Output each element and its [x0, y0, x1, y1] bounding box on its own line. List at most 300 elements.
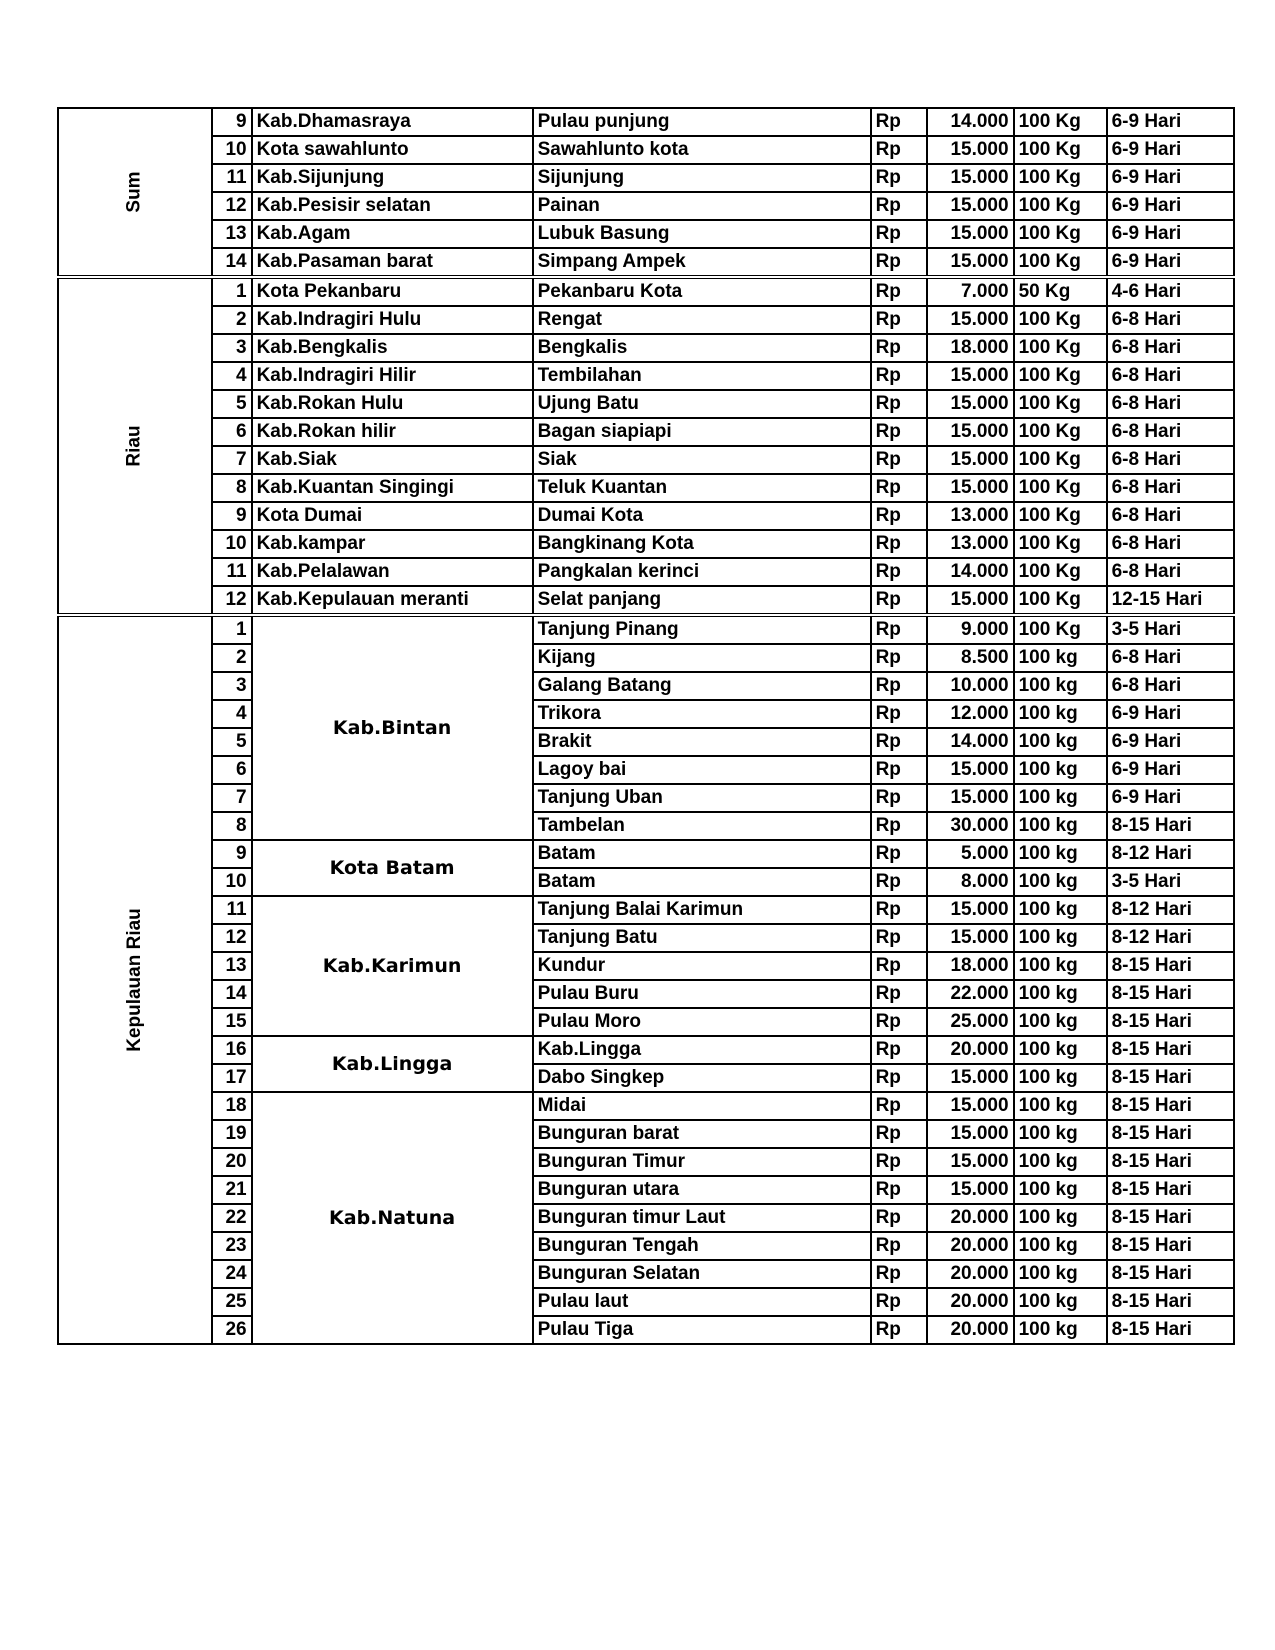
min-weight-cell: 100 kg — [1014, 672, 1107, 700]
currency-label: Rp — [871, 586, 927, 615]
currency-label: Rp — [871, 474, 927, 502]
min-weight-cell: 100 kg — [1014, 924, 1107, 952]
currency-label: Rp — [871, 1036, 927, 1064]
price-cell: 15.000 — [927, 136, 1014, 164]
delivery-time-cell: 6-8 Hari — [1107, 558, 1234, 586]
destination-cell: Lagoy bai — [533, 756, 871, 784]
delivery-time-cell: 8-12 Hari — [1107, 924, 1234, 952]
currency-label: Rp — [871, 1008, 927, 1036]
price-cell: 15.000 — [927, 586, 1014, 615]
delivery-time-cell: 8-15 Hari — [1107, 1260, 1234, 1288]
delivery-time-cell: 8-15 Hari — [1107, 980, 1234, 1008]
kabupaten-cell: Kab.Pelalawan — [252, 558, 533, 586]
delivery-time-cell: 8-15 Hari — [1107, 1232, 1234, 1260]
row-number: 1 — [212, 615, 252, 644]
min-weight-cell: 100 Kg — [1014, 586, 1107, 615]
kabupaten-cell: Kab.Pesisir selatan — [252, 192, 533, 220]
destination-cell: Teluk Kuantan — [533, 474, 871, 502]
row-number: 10 — [212, 868, 252, 896]
price-cell: 30.000 — [927, 812, 1014, 840]
kabupaten-group-cell: Kab.Natuna — [252, 1092, 533, 1344]
delivery-time-cell: 6-9 Hari — [1107, 700, 1234, 728]
currency-label: Rp — [871, 896, 927, 924]
table-row — [58, 220, 1234, 248]
row-number: 7 — [212, 784, 252, 812]
min-weight-cell: 100 kg — [1014, 644, 1107, 672]
destination-cell: Tanjung Pinang — [533, 615, 871, 644]
destination-cell: Tanjung Batu — [533, 924, 871, 952]
currency-label: Rp — [871, 756, 927, 784]
currency-label: Rp — [871, 108, 927, 136]
row-number: 12 — [212, 586, 252, 615]
table-row — [58, 306, 1234, 334]
delivery-time-cell: 6-8 Hari — [1107, 390, 1234, 418]
kabupaten-cell: Kab.Bengkalis — [252, 334, 533, 362]
kabupaten-cell: Kota Dumai — [252, 502, 533, 530]
price-cell: 15.000 — [927, 924, 1014, 952]
table-row — [58, 896, 1234, 924]
delivery-time-cell: 6-8 Hari — [1107, 474, 1234, 502]
row-number: 4 — [212, 362, 252, 390]
kabupaten-cell: Kab.kampar — [252, 530, 533, 558]
table-row — [58, 1232, 1234, 1260]
delivery-time-cell: 6-9 Hari — [1107, 728, 1234, 756]
table-row — [58, 390, 1234, 418]
price-cell: 5.000 — [927, 840, 1014, 868]
table-row — [58, 672, 1234, 700]
delivery-time-cell: 6-9 Hari — [1107, 136, 1234, 164]
price-cell: 8.500 — [927, 644, 1014, 672]
delivery-time-cell: 6-8 Hari — [1107, 306, 1234, 334]
destination-cell: Dumai Kota — [533, 502, 871, 530]
kabupaten-cell: Kab.Kuantan Singingi — [252, 474, 533, 502]
min-weight-cell: 100 kg — [1014, 784, 1107, 812]
table-row — [58, 1092, 1234, 1120]
destination-cell: Pulau Tiga — [533, 1316, 871, 1344]
min-weight-cell: 100 kg — [1014, 812, 1107, 840]
row-number: 3 — [212, 672, 252, 700]
row-number: 14 — [212, 248, 252, 277]
delivery-time-cell: 8-15 Hari — [1107, 952, 1234, 980]
currency-label: Rp — [871, 1120, 927, 1148]
min-weight-cell: 100 kg — [1014, 868, 1107, 896]
min-weight-cell: 100 Kg — [1014, 390, 1107, 418]
row-number: 13 — [212, 952, 252, 980]
min-weight-cell: 100 kg — [1014, 1092, 1107, 1120]
row-number: 8 — [212, 812, 252, 840]
row-number: 14 — [212, 980, 252, 1008]
table-row — [58, 728, 1234, 756]
price-cell: 25.000 — [927, 1008, 1014, 1036]
currency-label: Rp — [871, 1260, 927, 1288]
min-weight-cell: 100 Kg — [1014, 502, 1107, 530]
delivery-time-cell: 6-9 Hari — [1107, 220, 1234, 248]
destination-cell: Pulau laut — [533, 1288, 871, 1316]
table-row — [58, 558, 1234, 586]
kabupaten-cell: Kab.Siak — [252, 446, 533, 474]
destination-cell: Tanjung Uban — [533, 784, 871, 812]
delivery-time-cell: 8-15 Hari — [1107, 812, 1234, 840]
currency-label: Rp — [871, 1064, 927, 1092]
destination-cell: Bunguran Selatan — [533, 1260, 871, 1288]
row-number: 17 — [212, 1064, 252, 1092]
min-weight-cell: 100 Kg — [1014, 530, 1107, 558]
delivery-time-cell: 6-9 Hari — [1107, 248, 1234, 277]
table-row — [58, 924, 1234, 952]
price-cell: 22.000 — [927, 980, 1014, 1008]
price-cell: 15.000 — [927, 896, 1014, 924]
currency-label: Rp — [871, 390, 927, 418]
currency-label: Rp — [871, 220, 927, 248]
table-row — [58, 1204, 1234, 1232]
min-weight-cell: 100 kg — [1014, 1148, 1107, 1176]
delivery-time-cell: 8-12 Hari — [1107, 840, 1234, 868]
min-weight-cell: 100 Kg — [1014, 306, 1107, 334]
row-number: 18 — [212, 1092, 252, 1120]
destination-cell: Pulau punjung — [533, 108, 871, 136]
table-row — [58, 446, 1234, 474]
min-weight-cell: 100 kg — [1014, 1064, 1107, 1092]
row-number: 8 — [212, 474, 252, 502]
price-cell: 15.000 — [927, 474, 1014, 502]
destination-cell: Kundur — [533, 952, 871, 980]
delivery-time-cell: 6-8 Hari — [1107, 644, 1234, 672]
table-row — [58, 502, 1234, 530]
currency-label: Rp — [871, 558, 927, 586]
currency-label: Rp — [871, 980, 927, 1008]
currency-label: Rp — [871, 812, 927, 840]
min-weight-cell: 100 Kg — [1014, 474, 1107, 502]
row-number: 20 — [212, 1148, 252, 1176]
currency-label: Rp — [871, 362, 927, 390]
delivery-time-cell: 3-5 Hari — [1107, 615, 1234, 644]
delivery-time-cell: 6-9 Hari — [1107, 108, 1234, 136]
destination-cell: Bangkinang Kota — [533, 530, 871, 558]
row-number: 4 — [212, 700, 252, 728]
table-row — [58, 136, 1234, 164]
destination-cell: Pulau Moro — [533, 1008, 871, 1036]
destination-cell: Batam — [533, 868, 871, 896]
destination-cell: Pulau Buru — [533, 980, 871, 1008]
table-row — [58, 952, 1234, 980]
price-cell: 15.000 — [927, 1148, 1014, 1176]
destination-cell: Bagan siapiapi — [533, 418, 871, 446]
min-weight-cell: 100 kg — [1014, 1232, 1107, 1260]
delivery-time-cell: 6-8 Hari — [1107, 502, 1234, 530]
price-cell: 8.000 — [927, 868, 1014, 896]
row-number: 11 — [212, 164, 252, 192]
price-cell: 20.000 — [927, 1036, 1014, 1064]
min-weight-cell: 100 Kg — [1014, 362, 1107, 390]
destination-cell: Galang Batang — [533, 672, 871, 700]
province-label: Sum — [123, 171, 145, 213]
currency-label: Rp — [871, 1232, 927, 1260]
delivery-time-cell: 8-15 Hari — [1107, 1316, 1234, 1344]
kabupaten-cell: Kab.Indragiri Hulu — [252, 306, 533, 334]
delivery-time-cell: 6-8 Hari — [1107, 418, 1234, 446]
currency-label: Rp — [871, 334, 927, 362]
price-cell: 12.000 — [927, 700, 1014, 728]
row-number: 19 — [212, 1120, 252, 1148]
row-number: 23 — [212, 1232, 252, 1260]
min-weight-cell: 100 Kg — [1014, 136, 1107, 164]
min-weight-cell: 100 kg — [1014, 1260, 1107, 1288]
currency-label: Rp — [871, 502, 927, 530]
table-row — [58, 334, 1234, 362]
min-weight-cell: 100 Kg — [1014, 334, 1107, 362]
province-cell — [58, 277, 212, 615]
destination-cell: Lubuk Basung — [533, 220, 871, 248]
table-row — [58, 700, 1234, 728]
kabupaten-cell: Kab.Kepulauan meranti — [252, 586, 533, 615]
destination-cell: Bunguran Tengah — [533, 1232, 871, 1260]
min-weight-cell: 100 Kg — [1014, 558, 1107, 586]
min-weight-cell: 100 kg — [1014, 896, 1107, 924]
destination-cell: Bengkalis — [533, 334, 871, 362]
kabupaten-cell: Kab.Pasaman barat — [252, 248, 533, 277]
min-weight-cell: 100 kg — [1014, 1316, 1107, 1344]
delivery-time-cell: 8-15 Hari — [1107, 1204, 1234, 1232]
destination-cell: Sijunjung — [533, 164, 871, 192]
delivery-time-cell: 8-15 Hari — [1107, 1288, 1234, 1316]
destination-cell: Tanjung Balai Karimun — [533, 896, 871, 924]
currency-label: Rp — [871, 136, 927, 164]
price-cell: 15.000 — [927, 756, 1014, 784]
currency-label: Rp — [871, 1176, 927, 1204]
price-cell: 7.000 — [927, 277, 1014, 306]
price-cell: 14.000 — [927, 728, 1014, 756]
row-number: 9 — [212, 108, 252, 136]
currency-label: Rp — [871, 1092, 927, 1120]
price-cell: 15.000 — [927, 1120, 1014, 1148]
min-weight-cell: 100 kg — [1014, 756, 1107, 784]
row-number: 1 — [212, 277, 252, 306]
price-cell: 15.000 — [927, 1092, 1014, 1120]
delivery-time-cell: 6-8 Hari — [1107, 672, 1234, 700]
table-body — [58, 108, 1234, 1344]
price-cell: 14.000 — [927, 108, 1014, 136]
min-weight-cell: 100 kg — [1014, 1176, 1107, 1204]
table-row — [58, 277, 1234, 306]
price-cell: 15.000 — [927, 446, 1014, 474]
price-cell: 20.000 — [927, 1232, 1014, 1260]
destination-cell: Midai — [533, 1092, 871, 1120]
row-number: 2 — [212, 644, 252, 672]
destination-cell: Selat panjang — [533, 586, 871, 615]
currency-label: Rp — [871, 530, 927, 558]
row-number: 15 — [212, 1008, 252, 1036]
currency-label: Rp — [871, 164, 927, 192]
destination-cell: Kab.Lingga — [533, 1036, 871, 1064]
destination-cell: Tambelan — [533, 812, 871, 840]
price-cell: 18.000 — [927, 334, 1014, 362]
min-weight-cell: 100 kg — [1014, 840, 1107, 868]
price-cell: 15.000 — [927, 192, 1014, 220]
destination-cell: Batam — [533, 840, 871, 868]
destination-cell: Simpang Ampek — [533, 248, 871, 277]
price-cell: 15.000 — [927, 306, 1014, 334]
price-cell: 13.000 — [927, 502, 1014, 530]
kabupaten-cell: Kab.Agam — [252, 220, 533, 248]
price-cell: 15.000 — [927, 390, 1014, 418]
price-cell: 20.000 — [927, 1316, 1014, 1344]
table-row — [58, 644, 1234, 672]
table-row — [58, 812, 1234, 840]
table-row — [58, 362, 1234, 390]
delivery-time-cell: 8-15 Hari — [1107, 1008, 1234, 1036]
currency-label: Rp — [871, 840, 927, 868]
price-cell: 14.000 — [927, 558, 1014, 586]
delivery-time-cell: 6-8 Hari — [1107, 530, 1234, 558]
min-weight-cell: 100 Kg — [1014, 446, 1107, 474]
province-cell — [58, 108, 212, 277]
row-number: 11 — [212, 558, 252, 586]
price-cell: 20.000 — [927, 1260, 1014, 1288]
currency-label: Rp — [871, 192, 927, 220]
table-row — [58, 1120, 1234, 1148]
province-label: Kepulauan Riau — [123, 908, 145, 1052]
min-weight-cell: 100 kg — [1014, 1120, 1107, 1148]
currency-label: Rp — [871, 644, 927, 672]
table-row — [58, 1008, 1234, 1036]
kabupaten-cell: Kota Pekanbaru — [252, 277, 533, 306]
kabupaten-cell: Kab.Indragiri Hilir — [252, 362, 533, 390]
row-number: 9 — [212, 502, 252, 530]
row-number: 6 — [212, 756, 252, 784]
delivery-time-cell: 6-8 Hari — [1107, 362, 1234, 390]
min-weight-cell: 100 Kg — [1014, 615, 1107, 644]
price-cell: 15.000 — [927, 362, 1014, 390]
min-weight-cell: 50 Kg — [1014, 277, 1107, 306]
row-number: 9 — [212, 840, 252, 868]
table-row — [58, 108, 1234, 136]
table-row — [58, 1064, 1234, 1092]
min-weight-cell: 100 Kg — [1014, 418, 1107, 446]
kabupaten-cell: Kab.Rokan hilir — [252, 418, 533, 446]
table-row — [58, 756, 1234, 784]
currency-label: Rp — [871, 446, 927, 474]
min-weight-cell: 100 kg — [1014, 980, 1107, 1008]
table-row — [58, 1148, 1234, 1176]
min-weight-cell: 100 kg — [1014, 1008, 1107, 1036]
price-cell: 15.000 — [927, 1176, 1014, 1204]
row-number: 7 — [212, 446, 252, 474]
kabupaten-cell: Kab.Dhamasraya — [252, 108, 533, 136]
currency-label: Rp — [871, 728, 927, 756]
destination-cell: Dabo Singkep — [533, 1064, 871, 1092]
destination-cell: Pekanbaru Kota — [533, 277, 871, 306]
table-row — [58, 868, 1234, 896]
destination-cell: Sawahlunto kota — [533, 136, 871, 164]
min-weight-cell: 100 kg — [1014, 1036, 1107, 1064]
price-cell: 20.000 — [927, 1204, 1014, 1232]
currency-label: Rp — [871, 924, 927, 952]
delivery-time-cell: 6-9 Hari — [1107, 164, 1234, 192]
destination-cell: Bunguran Timur — [533, 1148, 871, 1176]
row-number: 10 — [212, 136, 252, 164]
delivery-time-cell: 4-6 Hari — [1107, 277, 1234, 306]
price-cell: 15.000 — [927, 418, 1014, 446]
destination-cell: Rengat — [533, 306, 871, 334]
row-number: 26 — [212, 1316, 252, 1344]
table-row — [58, 418, 1234, 446]
destination-cell: Bunguran utara — [533, 1176, 871, 1204]
destination-cell: Painan — [533, 192, 871, 220]
min-weight-cell: 100 Kg — [1014, 248, 1107, 277]
table-row — [58, 1260, 1234, 1288]
kabupaten-group-cell: Kab.Bintan — [252, 615, 533, 840]
table-row — [58, 1316, 1234, 1344]
province-label: Riau — [123, 425, 145, 467]
destination-cell: Ujung Batu — [533, 390, 871, 418]
row-number: 10 — [212, 530, 252, 558]
destination-cell: Bunguran barat — [533, 1120, 871, 1148]
destination-cell: Pangkalan kerinci — [533, 558, 871, 586]
table-row — [58, 248, 1234, 277]
min-weight-cell: 100 kg — [1014, 728, 1107, 756]
currency-label: Rp — [871, 868, 927, 896]
currency-label: Rp — [871, 248, 927, 277]
table-row — [58, 586, 1234, 615]
destination-cell: Tembilahan — [533, 362, 871, 390]
currency-label: Rp — [871, 1204, 927, 1232]
row-number: 16 — [212, 1036, 252, 1064]
row-number: 5 — [212, 728, 252, 756]
destination-cell: Brakit — [533, 728, 871, 756]
delivery-time-cell: 8-12 Hari — [1107, 896, 1234, 924]
row-number: 11 — [212, 896, 252, 924]
delivery-time-cell: 8-15 Hari — [1107, 1092, 1234, 1120]
row-number: 25 — [212, 1288, 252, 1316]
price-cell: 15.000 — [927, 164, 1014, 192]
kabupaten-cell: Kab.Sijunjung — [252, 164, 533, 192]
destination-cell: Bunguran timur Laut — [533, 1204, 871, 1232]
delivery-time-cell: 8-15 Hari — [1107, 1064, 1234, 1092]
table-row — [58, 1176, 1234, 1204]
table-row — [58, 530, 1234, 558]
price-cell: 15.000 — [927, 248, 1014, 277]
destination-cell: Kijang — [533, 644, 871, 672]
currency-label: Rp — [871, 784, 927, 812]
destination-cell: Trikora — [533, 700, 871, 728]
currency-label: Rp — [871, 952, 927, 980]
currency-label: Rp — [871, 615, 927, 644]
min-weight-cell: 100 Kg — [1014, 164, 1107, 192]
price-cell: 18.000 — [927, 952, 1014, 980]
min-weight-cell: 100 Kg — [1014, 192, 1107, 220]
row-number: 2 — [212, 306, 252, 334]
delivery-time-cell: 8-15 Hari — [1107, 1036, 1234, 1064]
currency-label: Rp — [871, 700, 927, 728]
row-number: 24 — [212, 1260, 252, 1288]
min-weight-cell: 100 kg — [1014, 1288, 1107, 1316]
row-number: 6 — [212, 418, 252, 446]
min-weight-cell: 100 Kg — [1014, 108, 1107, 136]
table-row — [58, 474, 1234, 502]
min-weight-cell: 100 kg — [1014, 700, 1107, 728]
price-cell: 9.000 — [927, 615, 1014, 644]
table-row — [58, 784, 1234, 812]
price-cell: 15.000 — [927, 1064, 1014, 1092]
table-row — [58, 1036, 1234, 1064]
currency-label: Rp — [871, 418, 927, 446]
currency-label: Rp — [871, 1316, 927, 1344]
row-number: 22 — [212, 1204, 252, 1232]
kabupaten-group-cell: Kab.Lingga — [252, 1036, 533, 1092]
kabupaten-group-cell: Kota Batam — [252, 840, 533, 896]
row-number: 12 — [212, 924, 252, 952]
kabupaten-group-cell: Kab.Karimun — [252, 896, 533, 1036]
